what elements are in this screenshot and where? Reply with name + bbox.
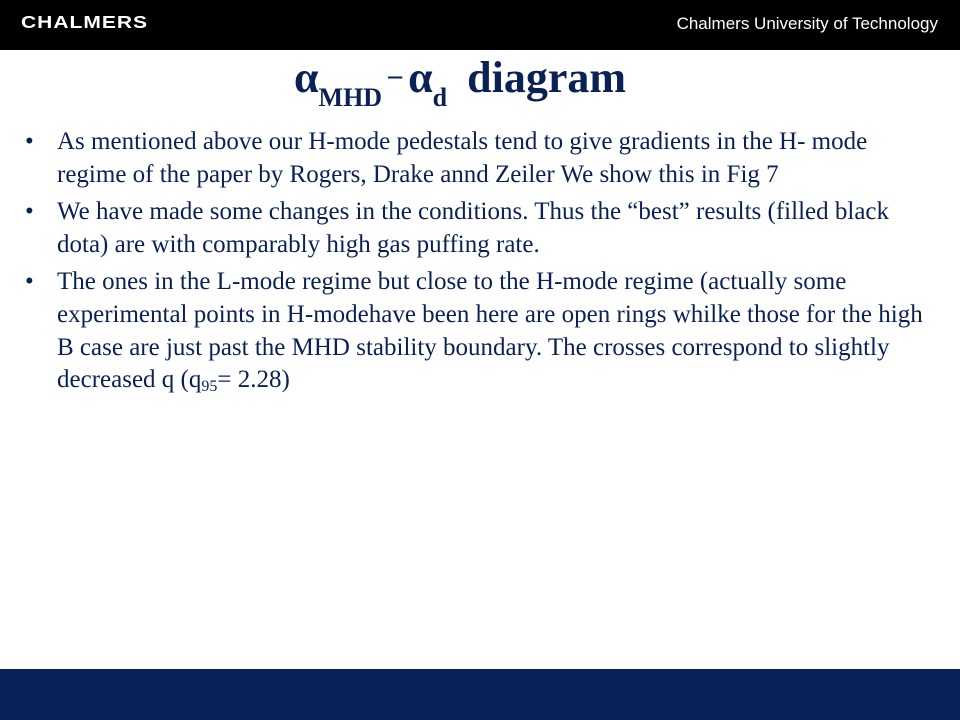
title-alpha-d: α	[408, 53, 433, 102]
title-minus: –	[388, 60, 403, 91]
title-subscript-d: d	[432, 83, 448, 112]
q-subscript: 95	[201, 378, 218, 396]
university-name: Chalmers University of Technology	[676, 14, 938, 33]
chalmers-logo: CHALMERS	[21, 12, 148, 33]
footer-bar	[0, 669, 960, 720]
header-bar	[0, 0, 960, 50]
bullet-marker: •	[25, 198, 34, 226]
title-alpha-mhd: α	[293, 53, 319, 102]
title-word: diagram	[467, 53, 627, 102]
bullet-item	[25, 266, 930, 399]
bullet-text: We have made some changes in the conditions. Thus the “best” results (filled black dota) are with comparably high gas puffing rate.	[57, 198, 890, 258]
bullet-marker: •	[25, 128, 34, 155]
bullet-text: The ones in the L-mode regime but close to the H-mode regime (actually some experimental points in H-modehave been here are open rings whilke those for the high B case are just past the MHD stability boundary. The crosses correspond to slightly decreased q (q	[57, 268, 923, 394]
slide-title	[0, 48, 920, 114]
bullet-marker: •	[25, 268, 34, 296]
bullet-text-end: = 2.28)	[217, 366, 290, 394]
bullet-list	[25, 126, 930, 405]
bullet-text: As mentioned above our H-mode pedestals tend to give gradients in the H- mode regime of the paper by Rogers, Drake annd Zeiler We show this in Fig 7	[57, 128, 868, 188]
bullet-item	[25, 126, 930, 191]
title-subscript-mhd: MHD	[318, 83, 383, 112]
bullet-item	[25, 196, 930, 261]
